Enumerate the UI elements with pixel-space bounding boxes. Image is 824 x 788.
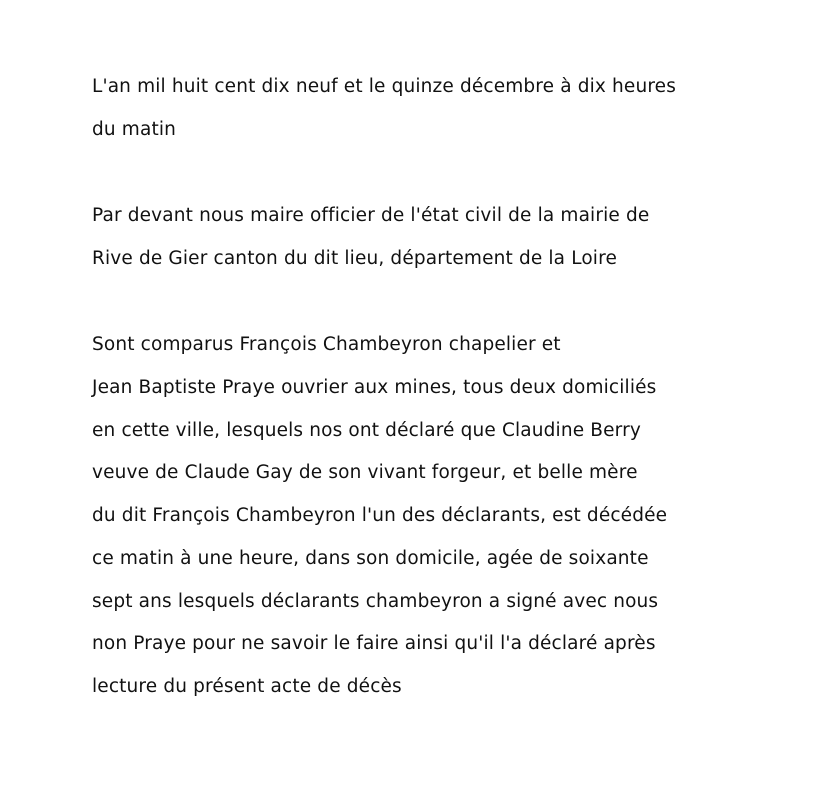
text-line: Rive de Gier canton du dit lieu, département de la Loire <box>92 248 617 269</box>
text-line: en cette ville, lesquels nos ont déclaré que Claudine Berry <box>92 420 641 441</box>
text-line: lecture du présent acte de décès <box>92 676 402 697</box>
text-line: du matin <box>92 119 177 140</box>
text-line: Jean Baptiste Praye ouvrier aux mines, tous deux domiciliés <box>92 377 657 398</box>
text-line: du dit François Chambeyron l'un des déclarants, est décédée <box>92 505 668 526</box>
text-line: veuve de Claude Gay de son vivant forgeur, et belle mère <box>92 462 638 483</box>
text-line: Sont comparus François Chambeyron chapelier et <box>92 334 561 355</box>
text-line: non Praye pour ne savoir le faire ainsi qu'il l'a déclaré après <box>92 633 656 654</box>
text-line: Par devant nous maire officier de l'état civil de la mairie de <box>92 205 650 226</box>
text-line: sept ans lesquels déclarants chambeyron a signé avec nous <box>92 591 659 612</box>
text-line: ce matin à une heure, dans son domicile, agée de soixante <box>92 548 649 569</box>
text-line: L'an mil huit cent dix neuf et le quinze décembre à dix heures <box>92 76 677 97</box>
